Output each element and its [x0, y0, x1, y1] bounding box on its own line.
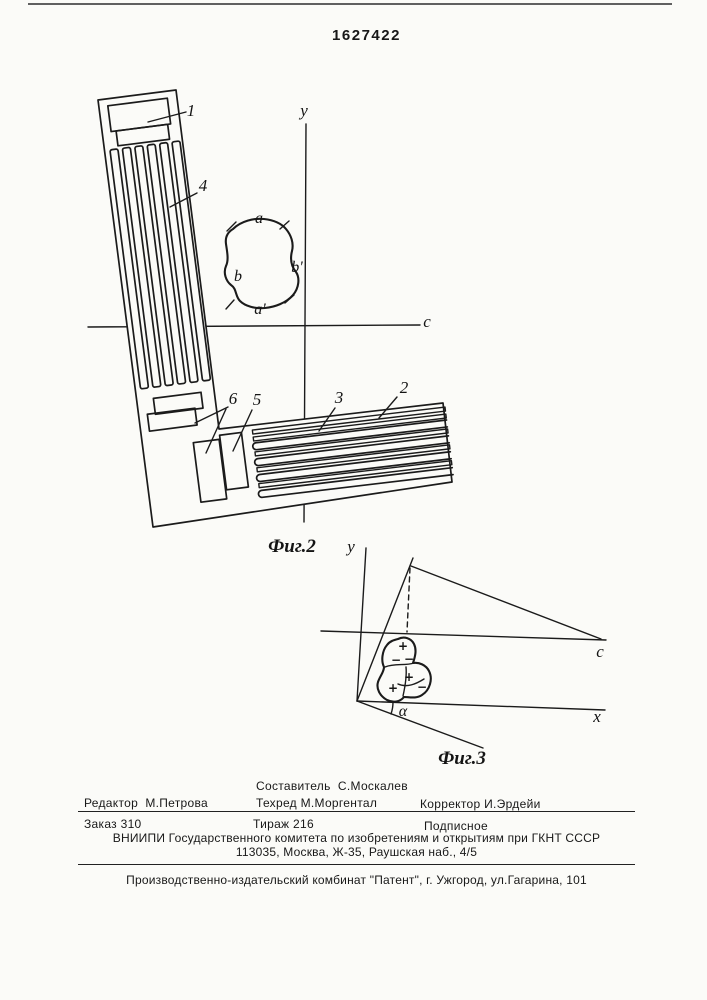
- fig3-apex-to-c-line: [411, 566, 601, 639]
- charge-sign-2: −: [390, 653, 402, 667]
- fig2-label-2: 2: [399, 378, 409, 397]
- fig3-angle-alpha-label: α: [398, 703, 408, 720]
- charge-sign-3: −: [403, 652, 415, 666]
- fig3-axis-c-label: c: [596, 642, 604, 661]
- charge-trefoil: [377, 638, 430, 702]
- fig3-angle-arc: [391, 702, 393, 714]
- fig2-axis-y-label: y: [300, 101, 308, 120]
- fig2-label-5: 5: [252, 390, 262, 409]
- imprint-vniipi: ВНИИПИ Государственного комитета по изобретениям и открытиям при ГКНТ СССР: [112, 831, 601, 845]
- fig2-label-4: 4: [198, 176, 208, 195]
- charge-sign-1: +: [397, 639, 409, 653]
- blob-label-a: a: [255, 210, 263, 227]
- fig3-caption: Фиг.3: [438, 748, 486, 769]
- imprint-podpisnoe: Подписное: [424, 819, 488, 833]
- fig3-lower-ray: [357, 701, 483, 748]
- imprint-divider-2: [78, 864, 635, 865]
- imprint-compiler: Составитель С.Москалев: [256, 779, 408, 793]
- fig3-axis-x-label: x: [593, 707, 601, 726]
- fig2-label-1: 1: [186, 101, 196, 120]
- fig3-axis-y-label: y: [347, 537, 355, 556]
- fig2-label-6: 6: [228, 389, 238, 408]
- fig2-axis-c-label: c: [423, 312, 431, 331]
- fig2-caption: Фиг.2: [268, 536, 316, 557]
- imprint-publisher: Производственно-издательский комбинат "Патент", г. Ужгород, ул.Гагарина, 101: [126, 873, 587, 887]
- blob-outline: [225, 219, 299, 308]
- charge-sign-4: +: [403, 670, 415, 684]
- imprint-order: Заказ 310: [84, 817, 142, 831]
- fig3-c-line: [321, 631, 606, 640]
- blob-label-b: b: [234, 268, 242, 285]
- imprint-tirazh: Тираж 216: [253, 817, 314, 831]
- fig3-axis-y-line: [357, 548, 366, 701]
- imprint-divider-1: [78, 811, 635, 812]
- imprint-address: 113035, Москва, Ж-35, Раушская наб., 4/5: [235, 845, 478, 859]
- charge-sign-5: +: [387, 681, 399, 695]
- fig2-label-3: 3: [334, 388, 344, 407]
- patent-number: 1627422: [332, 27, 401, 44]
- charge-sign-6: −: [416, 680, 428, 694]
- figure-2: [88, 90, 453, 557]
- figure-3: [321, 537, 606, 769]
- sample-blob: [225, 210, 303, 318]
- imprint-corrector: Корректор И.Эрдейи: [420, 797, 541, 811]
- imprint-editor: Редактор М.Петрова: [84, 796, 209, 810]
- blob-label-a-prime: a': [254, 301, 266, 318]
- blob-label-b-prime: b': [291, 259, 303, 276]
- imprint-techred: Техред М.Моргентал: [256, 796, 378, 810]
- fig3-dashed-drop-line: [407, 568, 410, 632]
